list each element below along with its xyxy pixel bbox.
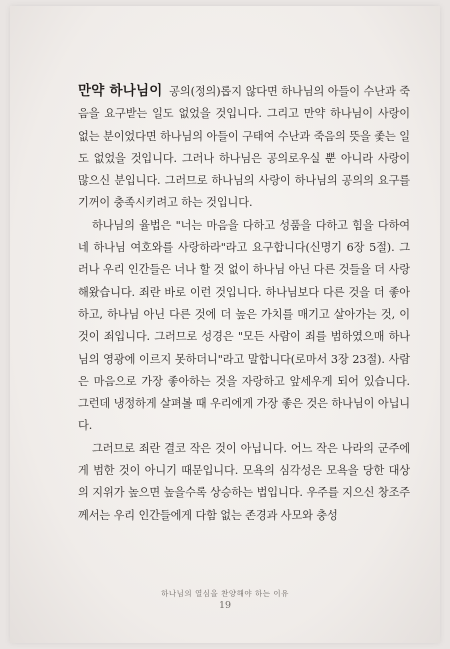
page-number: 19 (218, 600, 232, 611)
lead-in-heading: 만약 하나님이 (78, 83, 163, 99)
paragraph-3 (78, 438, 410, 527)
paragraph-1 (78, 80, 410, 215)
book-page (10, 6, 440, 643)
paragraph-2 (78, 215, 410, 438)
body-text (78, 80, 410, 527)
paragraph-text: 공의(정의)롭지 않다면 하나님의 아들이 수난과 죽음을 요구받는 일도 없었을 것입니다. 그리고 만약 하나님이 사랑이 없는 분이었다면 하나님의 아들이 구태여 수난과 죽음의 뜻을 좇는 일도 없었을 것입니다. 그러나 하나님은 공의로우실 뿐 아니라 사랑이 많으신 분입니다. 그러므로 하나님의 사랑이 하나님의 공의의 요구를 기꺼이 충족시키려고 하는 것입니다. (78, 85, 410, 210)
paragraph-text: 그러므로 죄란 결코 작은 것이 아닙니다. 어느 작은 나라의 군주에게 범한 것이 아니기 때문입니다. 모욕의 심각성은 모욕을 당한 대상의 지위가 높으면 높을수록 상승하는 법입니다. 우주를 지으신 창조주께서는 우리 인간들에게 다함 없는 존경과 사모와 충성 (78, 441, 410, 522)
paragraph-text: 하나님의 율법은 "너는 마음을 다하고 성품을 다하고 힘을 다하여 네 하나님 여호와를 사랑하라"라고 요구합니다(신명기 6장 5절). 그러나 우리 인간들은 너나 할 것 없이 하나님 아닌 다른 것들을 더 사랑해왔습니다. 죄란 바로 이런 것입니다. 하나님보다 다른 것을 더 좋아하고, 하나님 아닌 다른 것에 더 높은 가치를 매기고 살아가는 것, 이것이 죄입니다. 그러므로 성경은 "모든 사람이 죄를 범하였으매 하나님의 영광에 이르지 못하더니"라고 말합니다(로마서 3장 23절). 사람은 마음으로 가장 좋아하는 것을 자랑하고 앞세우게 되어 있습니다. 그런데 냉정하게 살펴볼 때 우리에게 가장 좋은 것은 하나님이 아닙니다. (78, 218, 410, 433)
running-footer-title: 하나님의 열심을 찬양해야 하는 이유 (161, 589, 289, 598)
